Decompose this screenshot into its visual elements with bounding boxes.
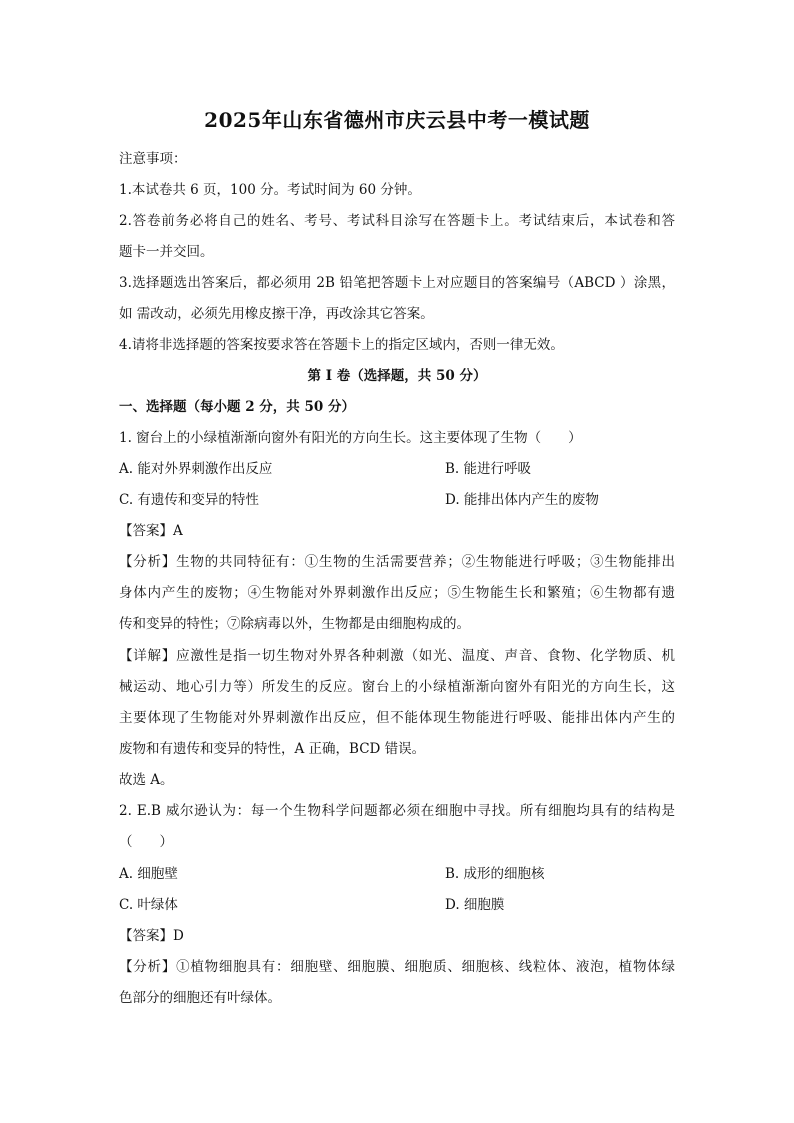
q1-detail: 械运动、地心引力等）所发生的反应。窗台上的小绿植渐渐向窗外有阳光的方向生长，这	[119, 679, 675, 695]
q2-analysis: 色部分的细胞还有叶绿体。	[119, 990, 281, 1006]
q1-detail: 【详解】应激性是指一切生物对外界各种刺激（如光、温度、声音、食物、化学物质、机	[119, 648, 675, 664]
question-1-stem: 1. 窗台上的小绿植渐渐向窗外有阳光的方向生长。这主要体现了生物（ ）	[119, 430, 582, 446]
q2-option-d: D. 细胞膜	[445, 897, 505, 913]
notice-line: 1.本试卷共 6 页，100 分。考试时间为 60 分钟。	[119, 182, 421, 198]
q1-option-b: B. 能进行呼吸	[445, 461, 532, 477]
notice-line: 题卡一并交回。	[119, 244, 214, 260]
notice-line: 3.选择题选出答案后，都必须用 2B 铅笔把答题卡上对应题目的答案编号（ABCD ）涂黑，	[119, 275, 675, 291]
q1-option-c: C. 有遗传和变异的特性	[119, 492, 259, 508]
q1-detail: 废物和有遗传和变异的特性，A 正确，BCD 错误。	[119, 741, 426, 757]
q2-analysis: 【分析】①植物细胞具有：细胞壁、细胞膜、细胞质、细胞核、线粒体、液泡，植物体绿	[119, 959, 675, 975]
q1-analysis: 【分析】生物的共同特征有：①生物的生活需要营养；②生物能进行呼吸；③生物能排出	[119, 554, 675, 570]
q1-option-a: A. 能对外界刺激作出反应	[119, 461, 273, 477]
q2-answer: 【答案】D	[119, 928, 184, 944]
q1-analysis: 传和变异的特性；⑦除病毒以外，生物都是由细胞构成的。	[119, 616, 470, 632]
q1-option-d: D. 能排出体内产生的废物	[445, 492, 599, 508]
q1-analysis: 身体内产生的废物；④生物能对外界刺激作出反应；⑤生物能生长和繁殖；⑥生物都有遗	[119, 585, 675, 601]
q2-option-c: C. 叶绿体	[119, 897, 178, 913]
section-title: 第 I 卷（选择题，共 50 分）	[307, 368, 487, 384]
notice-heading: 注意事项：	[119, 151, 187, 167]
q2-option-a: A. 细胞壁	[119, 866, 178, 882]
part-title: 一、选择题（每小题 2 分，共 50 分）	[119, 399, 355, 415]
question-2-stem-cont: （ ）	[119, 834, 173, 850]
q2-option-b: B. 成形的细胞核	[445, 866, 545, 882]
q1-detail: 主要体现了生物能对外界刺激作出反应，但不能体现生物能进行呼吸、能排出体内产生的	[119, 710, 675, 726]
question-2-stem: 2. E.B 威尔逊认为：每一个生物科学问题都必须在细胞中寻找。所有细胞均具有的结构是	[119, 803, 675, 819]
q1-conclusion: 故选 A。	[119, 772, 174, 788]
notice-line: 4.请将非选择题的答案按要求答在答题卡上的指定区域内，否则一律无效。	[119, 337, 564, 353]
notice-line: 2.答卷前务必将自己的姓名、考号、考试科目涂写在答题卡上。考试结束后，本试卷和答	[119, 213, 675, 229]
notice-line: 如 需改动，必须先用橡皮擦干净，再改涂其它答案。	[119, 306, 434, 322]
q1-answer: 【答案】A	[119, 523, 183, 539]
exam-title: 2025年山东省德州市庆云县中考一模试题	[204, 108, 590, 132]
